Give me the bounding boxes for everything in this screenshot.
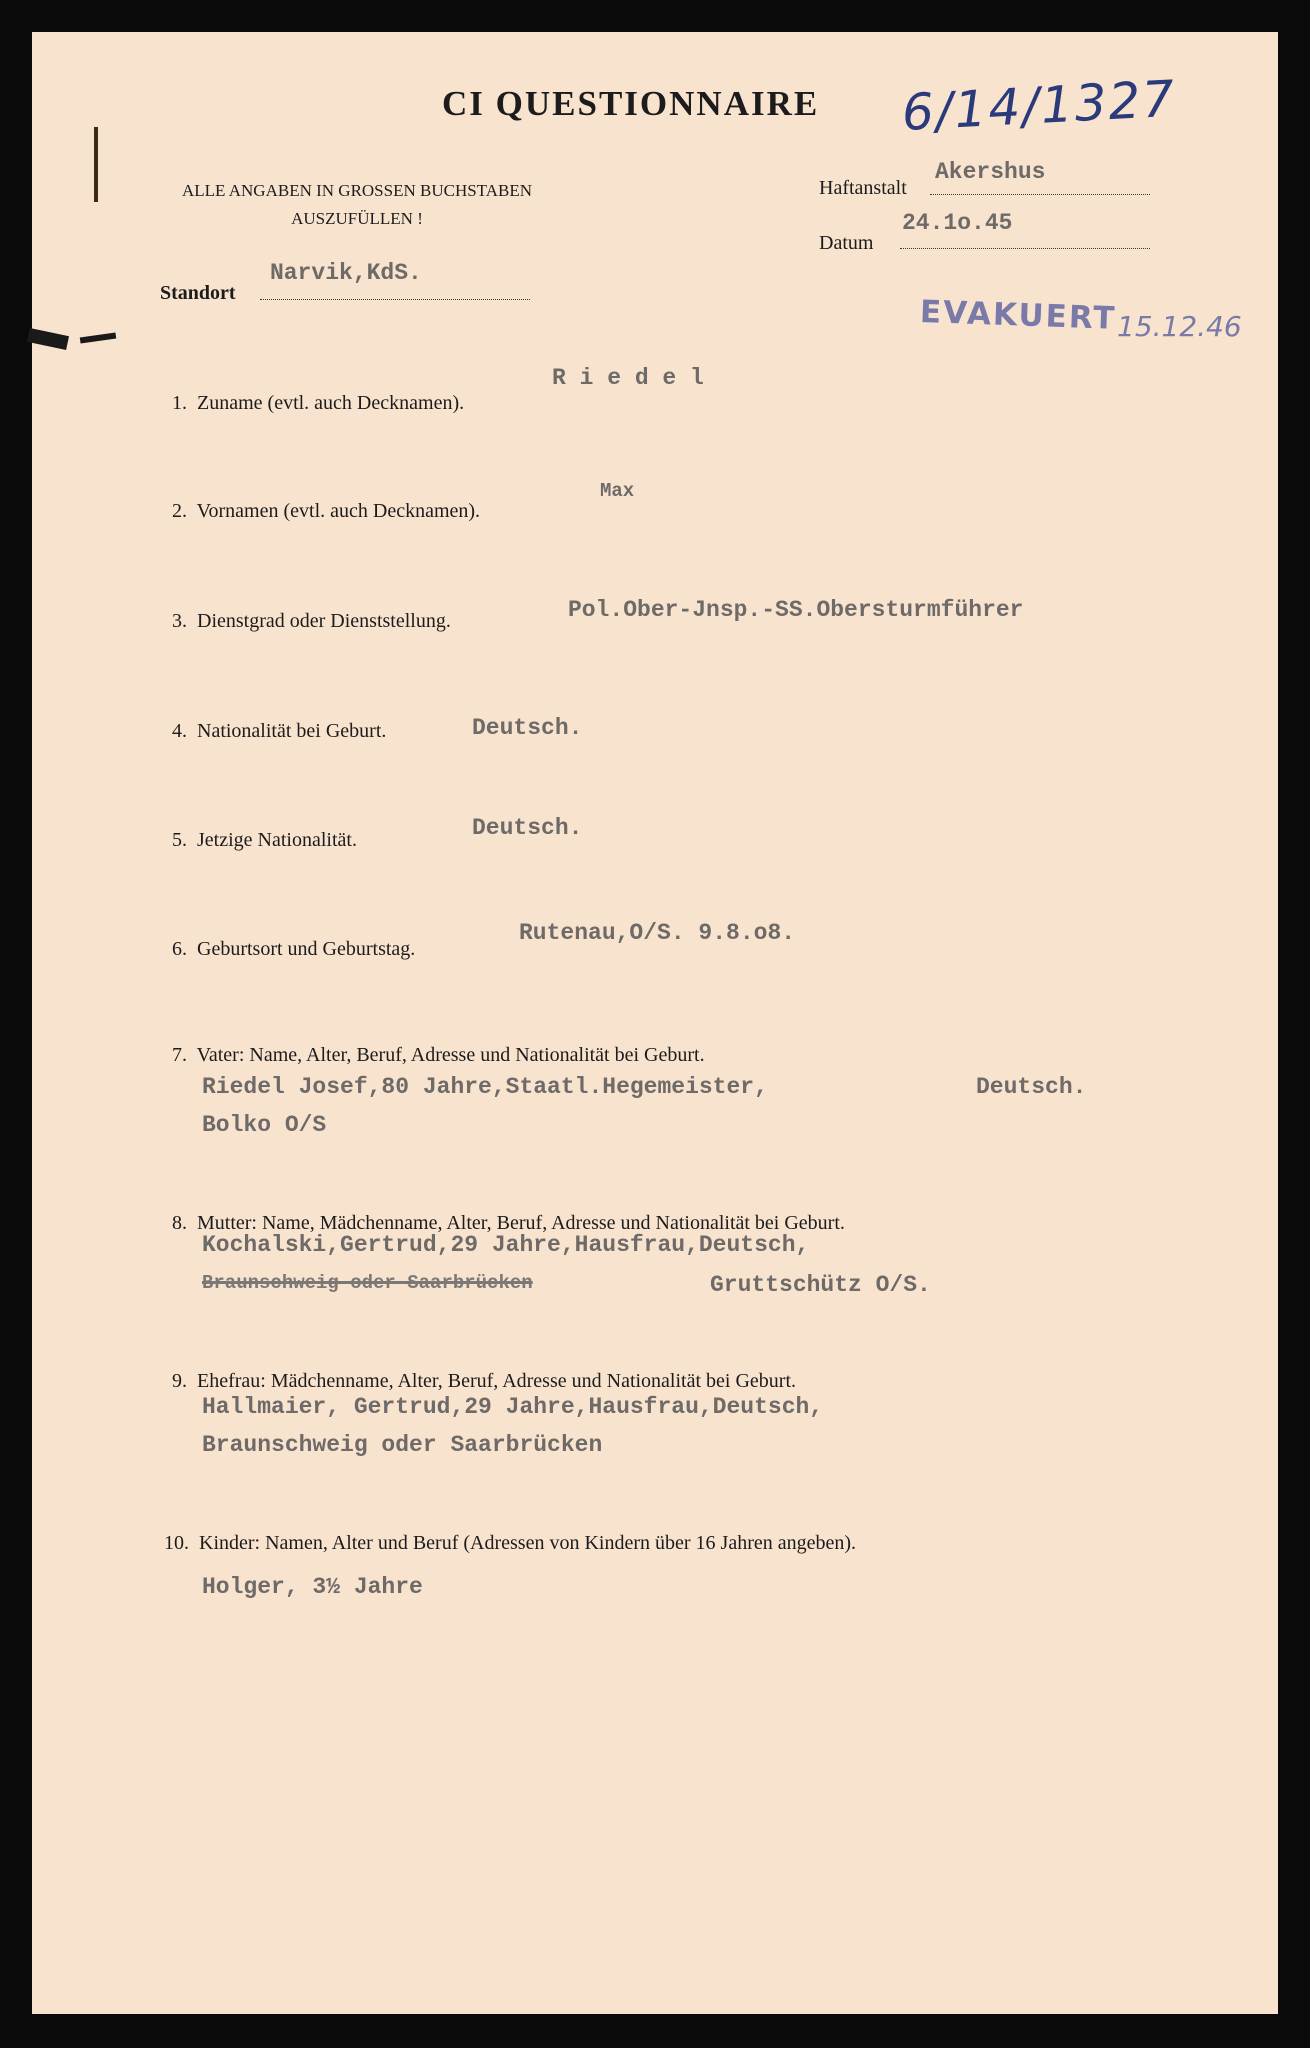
binder-mark bbox=[94, 127, 98, 202]
datum-value: 24.1o.45 bbox=[902, 210, 1013, 236]
stamp-handwritten-date: 15.12.46 bbox=[1117, 310, 1242, 343]
field-10-value-line1: Holger, 3½ Jahre bbox=[202, 1574, 423, 1600]
field-10-label: 10. Kinder: Namen, Alter und Beruf (Adressen von Kindern über 16 Jahren angeben). bbox=[164, 1532, 857, 1554]
field-5-value: Deutsch. bbox=[472, 815, 583, 841]
field-4-label: 4. Nationalität bei Geburt. bbox=[172, 720, 387, 742]
questionnaire-page bbox=[32, 32, 1278, 2014]
field-7-value-line1: Riedel Josef,80 Jahre,Staatl.Hegemeister, bbox=[202, 1074, 768, 1100]
datum-line bbox=[900, 248, 1150, 249]
field-8-value-line1: Kochalski,Gertrud,29 Jahre,Hausfrau,Deutsch, bbox=[202, 1232, 810, 1258]
field-5-label: 5. Jetzige Nationalität. bbox=[172, 829, 357, 851]
field-8-struck-text: Braunschweig oder Saarbrücken bbox=[202, 1272, 533, 1294]
standort-value: Narvik,KdS. bbox=[270, 260, 422, 286]
instruction-line-2: AUSZUFÜLLEN ! bbox=[291, 209, 423, 228]
evakuert-stamp: EVAKUERT bbox=[919, 294, 1118, 337]
haftanstalt-label: Haftanstalt bbox=[819, 177, 907, 199]
standort-line bbox=[260, 299, 530, 300]
field-9-value-line2: Braunschweig oder Saarbrücken bbox=[202, 1432, 603, 1458]
field-2-label: 2. Vornamen (evtl. auch Decknamen). bbox=[172, 500, 481, 522]
field-8-value-line2: Gruttschütz O/S. bbox=[710, 1272, 931, 1298]
field-6-value: Rutenau,O/S. 9.8.o8. bbox=[519, 920, 796, 946]
field-9-value-line1: Hallmaier, Gertrud,29 Jahre,Hausfrau,Deutsch, bbox=[202, 1394, 824, 1420]
instruction-text bbox=[157, 177, 557, 233]
haftanstalt-value: Akershus bbox=[935, 159, 1046, 185]
standort-label: Standort bbox=[160, 282, 236, 304]
field-3-value: Pol.Ober-Jnsp.-SS.Obersturmführer bbox=[568, 597, 1024, 623]
edge-mark bbox=[27, 328, 69, 350]
field-9-label: 9. Ehefrau: Mädchenname, Alter, Beruf, Adresse und Nationalität bei Geburt. bbox=[172, 1370, 797, 1392]
field-7-label: 7. Vater: Name, Alter, Beruf, Adresse und Nationalität bei Geburt. bbox=[172, 1044, 705, 1066]
page-title: CI QUESTIONNAIRE bbox=[442, 84, 820, 123]
field-3-label: 3. Dienstgrad oder Dienststellung. bbox=[172, 610, 451, 632]
haftanstalt-line bbox=[930, 194, 1150, 195]
field-7-value-nationality: Deutsch. bbox=[976, 1074, 1087, 1100]
field-1-value: R i e d e l bbox=[552, 365, 704, 391]
field-6-label: 6. Geburtsort und Geburtstag. bbox=[172, 938, 416, 960]
field-1-label: 1. Zuname (evtl. auch Decknamen). bbox=[172, 392, 465, 414]
field-4-value: Deutsch. bbox=[472, 715, 583, 741]
datum-label: Datum bbox=[819, 232, 874, 254]
handwritten-file-number: 6/14/1327 bbox=[900, 69, 1178, 142]
field-8-label: 8. Mutter: Name, Mädchenname, Alter, Beruf, Adresse und Nationalität bei Geburt. bbox=[172, 1212, 845, 1234]
instruction-line-1: ALLE ANGABEN IN GROSSEN BUCHSTABEN bbox=[182, 181, 532, 200]
field-7-value-line2: Bolko O/S bbox=[202, 1112, 327, 1138]
field-2-value: Max bbox=[600, 480, 635, 502]
edge-mark bbox=[80, 333, 116, 344]
